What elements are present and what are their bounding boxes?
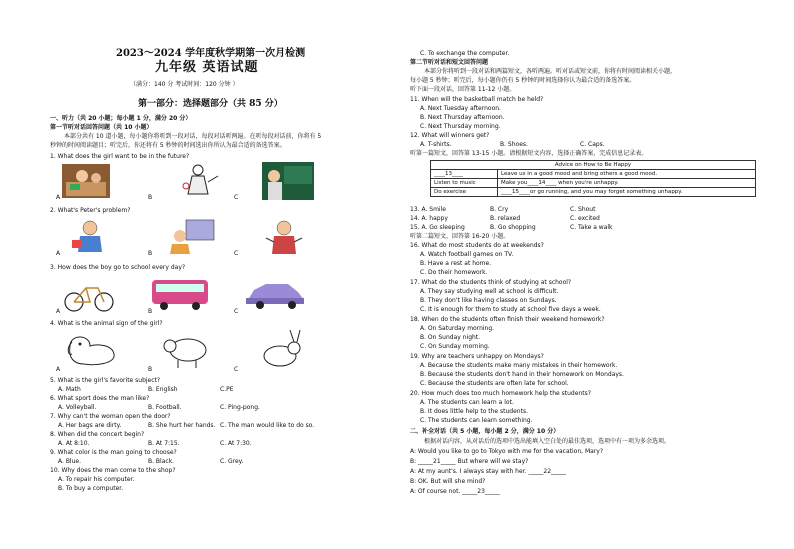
option-a-label: A	[56, 308, 61, 315]
option-a-label: A	[56, 250, 61, 257]
q2-picture-b	[168, 218, 218, 254]
section-listening: 一、听力（共 20 小题；每小题 1 分，满分 20 分）	[50, 115, 192, 122]
instructions: 每小题 5 秒钟；听完后，每小题你仍有 5 秒钟的时间选择你认为最合适的备选答案。	[410, 77, 636, 84]
question-9: 9. What color is the man going to choose?	[50, 449, 177, 456]
option: C. excited	[570, 215, 600, 222]
option: B. English	[148, 386, 178, 393]
option-b-label: B	[148, 308, 153, 315]
exam-info: （满分：140 分 考试时间：120 分钟 ）	[130, 81, 239, 88]
option: C. Caps.	[580, 141, 605, 148]
option: C. Shout	[570, 206, 596, 213]
question-2: 2. What's Peter's problem?	[50, 207, 131, 214]
q2-picture-a	[70, 218, 110, 254]
q1-picture-b	[178, 162, 220, 198]
q3-picture-b-bus	[150, 276, 210, 312]
option: B. Go shopping	[490, 224, 536, 231]
question-6: 6. What sport does the man like?	[50, 395, 150, 402]
table-row	[431, 179, 756, 188]
option: B. Black.	[148, 458, 175, 465]
option: C. To exchange the computer.	[420, 50, 510, 57]
option: B. To buy a computer.	[58, 485, 124, 492]
option: A. They say studying well at school is difficult.	[420, 288, 559, 295]
question-8: 8. When did the concert begin?	[50, 431, 145, 438]
option: A. To repair his computer.	[58, 476, 135, 483]
instructions: 听第二篇短文，回答第 16-20 小题。	[410, 233, 510, 240]
option: C. The students can learn something.	[420, 417, 533, 424]
option: B. She hurt her hands.	[148, 422, 216, 429]
instructions-line2: 秒钟的时间阅读题目；听完后，你还将有 5 秒钟的时间选出你所认为最合适的备选答案。	[50, 142, 286, 149]
instructions: 本部分你将听到一段对话和两篇短文，各听两遍。听对话或短文前，你将有时间阅读相关小题，	[424, 68, 677, 75]
option: A. On Saturday morning.	[420, 325, 495, 332]
dialogue-line: B: OK. But will she mind?	[410, 478, 486, 485]
option: B. relaxed	[490, 215, 521, 222]
table-row	[431, 188, 756, 197]
question-4: 4. What is the animal sign of the girl?	[50, 320, 163, 327]
q1-picture-a	[62, 164, 110, 198]
exam-subtitle: 九年级 英语试题	[155, 60, 259, 75]
option-b-label: B	[148, 250, 153, 257]
q4-picture-b-sheep	[158, 330, 214, 370]
instructions: 听下面一段对话，回答第 11-12 小题。	[410, 86, 516, 93]
option: B. Football.	[148, 404, 182, 411]
question-12: 12. What will winners get?	[410, 132, 490, 139]
table-row	[431, 170, 756, 179]
option: C. Ping-pong.	[220, 404, 260, 411]
option: B. On Sunday night.	[420, 334, 481, 341]
q4-picture-a-dog	[64, 330, 120, 370]
dialogue-line: A: Of course not. _____23_____	[410, 488, 500, 495]
option: A. Math	[58, 386, 81, 393]
option-c-label: C	[234, 250, 239, 257]
q3-picture-a-bicycle	[64, 280, 114, 312]
question-10: 10. Why does the man come to the shop?	[50, 467, 176, 474]
question-1: 1. What does the girl want to be in the future?	[50, 153, 190, 160]
instructions: 根据对话内容，从对话后的选项中选出能填入空白处的最佳选项，选项中有一项为多余选项。	[424, 438, 671, 445]
subsection-1: 第一节听对话回答问题（共 10 小题）	[50, 124, 153, 131]
option: B. Shoes.	[500, 141, 528, 148]
table-title: Advice on How to Be Happy	[431, 161, 756, 170]
option-b-label: B	[148, 366, 153, 373]
option: B. Because the students don't hand in their homework on Mondays.	[420, 371, 624, 378]
option: A. At 8:10.	[58, 440, 90, 447]
question-19: 19. Why are teachers unhappy on Mondays?	[410, 353, 544, 360]
question-17: 17. What do the students think of studying at school?	[410, 279, 572, 286]
q2-picture-c	[262, 218, 306, 254]
question-5: 5. What is the girl's favorite subject?	[50, 377, 161, 384]
option: 14. A. happy	[410, 215, 448, 222]
option: C. The man would like to do so.	[220, 422, 315, 429]
option: B. Cry	[490, 206, 509, 213]
option: C.PE	[220, 386, 234, 393]
q4-picture-c-rabbit	[250, 330, 306, 370]
option: B. Next Thursday afternoon.	[420, 114, 505, 121]
option: C. Because the students are often late for school.	[420, 380, 569, 387]
table-cell: Leave us in a good mood and bring others a good mood.	[498, 170, 756, 179]
option: A. Blue.	[58, 458, 81, 465]
dialogue-line: A: At my aunt's. I always stay with her. _____22_____	[410, 468, 567, 475]
instructions-line1: 本部分共有 10 道小题，每小题你将听到一段对话，每段对话听两遍。在听每段对话前，你将有 5	[64, 133, 322, 140]
exam-title: 2023～2024 学年度秋学期第一次月检测	[116, 48, 306, 59]
table-cell: ____15____or go running, and you may forget something unhappy.	[498, 188, 756, 197]
option: B. It does little help to the students.	[420, 408, 528, 415]
option: A. Next Tuesday afternoon.	[420, 105, 501, 112]
instructions: 听第一篇短文，回答第 13-15 小题。请根据短文内容，选择正确答案，完成信息记录表。	[410, 150, 648, 157]
q1-picture-c	[262, 162, 314, 200]
option-c-label: C	[234, 308, 239, 315]
dialogue-line: A: Would you like to go to Tokyo with me for the vacation, Mary?	[410, 448, 604, 455]
question-11: 11. When will the basketball match be held?	[410, 96, 544, 103]
option: B. At 7:15.	[148, 440, 180, 447]
dialogue-line: B: _____21_____ But where will we stay?	[410, 458, 529, 465]
option: C. Next Thursday morning.	[420, 123, 501, 130]
option-c-label: C	[234, 366, 239, 373]
option-b-label: B	[148, 194, 153, 201]
option-c-label: C	[234, 194, 239, 201]
section-dialogue: 二、补全对话（共 5 小题，每小题 2 分，满分 10 分）	[410, 428, 560, 435]
table-cell: Do exercise	[431, 188, 498, 197]
part1-heading: 第一部分：选择题部分（共 85 分）	[138, 99, 283, 109]
subsection-2: 第二节听对话和短文回答问题	[410, 59, 489, 66]
option-a-label: A	[56, 366, 61, 373]
question-3: 3. How does the boy go to school every day?	[50, 264, 186, 271]
option: A. Watch football games on TV.	[420, 251, 514, 258]
table-cell: Listen to music	[431, 179, 498, 188]
option: C. It is enough for them to study at school five days a week.	[420, 306, 601, 313]
option: 13. A. Smile	[410, 206, 446, 213]
q3-picture-c-car	[244, 280, 306, 310]
option: A. T-shirts.	[420, 141, 452, 148]
option: A. Because the students make many mistakes in their homework.	[420, 362, 618, 369]
question-7: 7. Why can't the woman open the door?	[50, 413, 171, 420]
option: C. Take a walk	[570, 224, 613, 231]
table-cell: Make you____14____ when you're unhappy.	[498, 179, 756, 188]
option: 15. A. Go sleeping	[410, 224, 465, 231]
option: A. Her bags are dirty.	[58, 422, 122, 429]
option: B. They don't like having classes on Sundays.	[420, 297, 557, 304]
question-16: 16. What do most students do at weekends?	[410, 242, 544, 249]
question-18: 18. When do the students often finish their weekend homework?	[410, 316, 605, 323]
option: B. Have a rest at home.	[420, 260, 492, 267]
option: C. At 7:30.	[220, 440, 252, 447]
table-cell: ____13____	[431, 170, 498, 179]
option: A. The students can learn a lot.	[420, 399, 514, 406]
option-a-label: A	[56, 194, 61, 201]
option: C. Grey.	[220, 458, 244, 465]
question-20: 20. How much does too much homework help the students?	[410, 390, 591, 397]
option: C. Do their homework.	[420, 269, 488, 276]
advice-table	[430, 160, 756, 197]
option: A. Volleyball.	[58, 404, 97, 411]
option: C. On Sunday morning.	[420, 343, 490, 350]
